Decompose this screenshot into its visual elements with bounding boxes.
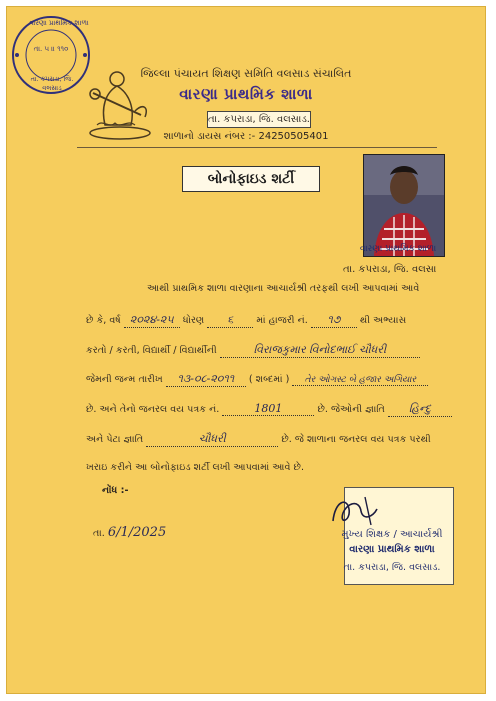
student-label: કરતો / કરતી, વિદ્યાર્થી / વિદ્યાર્થીની	[86, 345, 217, 356]
words-label: ( શબ્દમાં )	[248, 374, 290, 385]
dise-number: શાળાનો ડાયસ નંબર :- 24250505401	[163, 131, 329, 142]
stamp-top-text: વારણા પ્રાથમિક શાળા	[29, 19, 89, 27]
header-place-box: તા. કપરાડા, જિ. વલસાડ.	[207, 111, 311, 128]
register-label: છે. અને તેનો જનરલ વય પત્રક નં.	[86, 404, 220, 415]
certificate-title: બોનોફાઇડ શર્ટી	[182, 166, 320, 192]
signature-place: તા. કપરાડા, જિ. વલસાડ.	[343, 562, 441, 573]
note-label: નોંધ :-	[102, 485, 129, 496]
dob-words: તેર ઓગસ્ટ બે હજાર અગિયાર	[292, 375, 428, 386]
student-photo-image	[364, 155, 444, 256]
date-line	[93, 525, 166, 540]
gr-value: ૧૭	[311, 313, 357, 328]
signature-school: વારણા પ્રાથમિક શાળા	[349, 544, 435, 555]
subcaste-value: ચૌધરી	[146, 432, 278, 447]
intro-line: આથી પ્રાથમિક શાળા વારણાના આચાર્યશ્રી તરફથી લખી આપવામાં આવે	[147, 283, 420, 294]
register-line	[86, 402, 452, 417]
dob-value: ૧૩-૦૮-૨૦૧૧	[166, 372, 246, 387]
photo-stamp-text: વારણા પ્રાથમિક શાળા	[359, 244, 437, 254]
year-label: છે કે, વર્ષ	[86, 315, 121, 326]
std-label: ધોરણ	[182, 315, 205, 326]
stamp-bottom-text: તા. કપરાડા, જિ. વલસાડ	[30, 75, 74, 92]
student-line	[86, 343, 420, 358]
caste-label: છે. જેઓની જ્ઞાતિ	[317, 404, 385, 415]
caste-value: હિન્દુ	[388, 402, 452, 417]
year-value: ૨૦૨૪-૨૫	[124, 313, 180, 328]
dob-label: જેમની જન્મ તારીખ	[86, 374, 163, 385]
register-value: 1801	[222, 402, 314, 416]
dob-line	[86, 372, 428, 387]
study-label: થી અભ્યાસ	[359, 315, 407, 326]
date-label: તા.	[93, 528, 105, 539]
student-photo	[363, 154, 445, 257]
photo-stamp-place: તા. કપરાડા, જિ. વલસા	[343, 264, 437, 275]
signature-mark	[325, 491, 395, 531]
subcaste-label: અને પેટા જ્ઞાતિ	[86, 434, 144, 445]
year-line	[86, 313, 406, 328]
school-name: વારણા પ્રાથમિક શાળા	[179, 85, 313, 103]
stamp-center-text: તા. ૫ ॥ ૧૧૦	[33, 45, 69, 53]
header-line1: જિલ્લા પંચાયત શિક્ષણ સમિતિ વલસાડ સંચાલિત	[140, 67, 352, 80]
header-divider	[77, 147, 437, 148]
signature-title: મુખ્ય શિક્ષક / આચાર્યશ્રી	[341, 529, 443, 540]
closing-line: ખરાઇ કરીને આ બોનોફાઇડ શર્ટી લખી આપવામાં આવે છે.	[86, 462, 305, 473]
date-value: 6/1/2025	[107, 525, 167, 540]
gr-label: માં હાજરી નં.	[256, 315, 308, 326]
student-name: વિરાજકુમાર વિનોદભાઈ ચૌધરી	[220, 343, 420, 358]
tail-label: છે. જે શાળાના જનરલ વય પત્રક પરથી	[281, 434, 431, 445]
certificate-sheet	[6, 6, 486, 694]
std-value: ૬	[207, 313, 253, 328]
subcaste-line	[86, 432, 431, 447]
